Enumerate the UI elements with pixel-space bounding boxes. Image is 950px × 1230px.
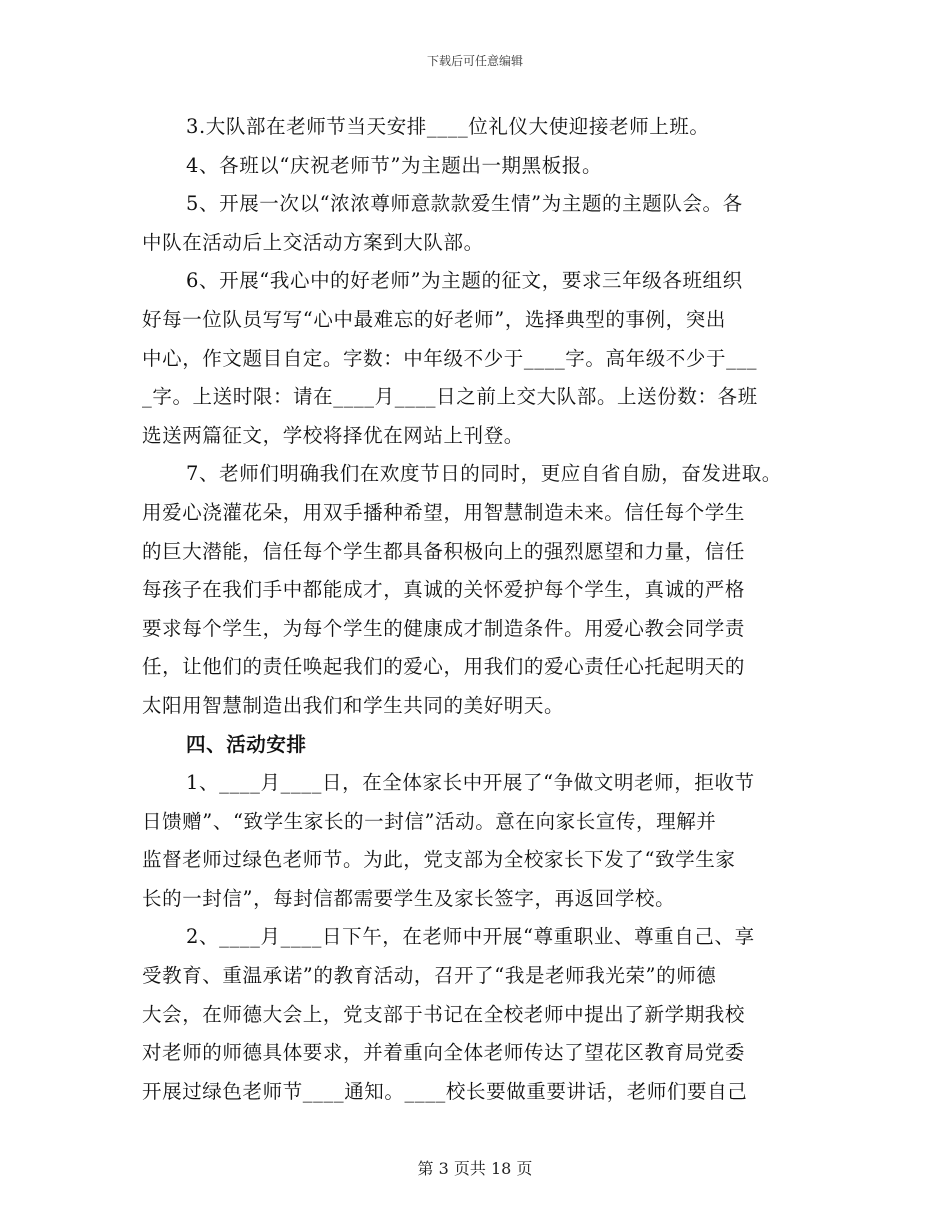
- text-line: 好每一位队员写写“心中最难忘的好老师”，选择典型的事例，突出: [142, 307, 726, 331]
- text-line: 太阳用智慧制造出我们和学生共同的美好明天。: [142, 693, 565, 717]
- text-line: 要求每个学生，为每个学生的健康成才制造条件。用爱心教会同学责: [142, 616, 746, 640]
- text-line: 2、____月____日下午，在老师中开展“尊重职业、尊重自己、享: [186, 925, 755, 949]
- text-line: 监督老师过绿色老师节。为此，党支部为全校家长下发了“致学生家: [142, 848, 736, 872]
- text-line: 选送两篇征文，学校将择优在网站上刊登。: [142, 423, 524, 447]
- text-line: _字。上送时限：请在____月____日之前上交大队部。上送份数：各班: [142, 385, 758, 409]
- text-line: 每孩子在我们手中都能成才，真诚的关怀爱护每个学生，真诚的严格: [142, 578, 746, 602]
- text-line: 开展过绿色老师节____通知。____校长要做重要讲话，老师们要自己: [142, 1079, 748, 1103]
- text-line: 受教育、重温承诺”的教育活动，召开了“我是老师我光荣”的师德: [142, 964, 717, 988]
- section-heading: 四、活动安排: [186, 732, 307, 756]
- text-line: 大会，在师德大会上，党支部于书记在全校老师中提出了新学期我校: [142, 1002, 746, 1026]
- text-line: 中心，作文题目自定。字数：中年级不少于____字。高年级不少于___: [142, 346, 758, 370]
- page-header: 下载后可任意编辑: [426, 54, 523, 68]
- text-line: 任，让他们的责任唤起我们的爱心，用我们的爱心责任心托起明天的: [142, 655, 746, 679]
- text-line: 日馈赠”、“致学生家长的一封信”活动。意在向家长宣传，理解并: [142, 809, 717, 833]
- text-line: 6、开展“我心中的好老师”为主题的征文，要求三年级各班组织: [186, 269, 743, 293]
- text-line: 长的一封信”，每封信都需要学生及家长签字，再返回学校。: [142, 886, 676, 910]
- text-line: 5、开展一次以“浓浓尊师意款款爱生情”为主题的主题队会。各: [186, 192, 743, 216]
- text-line: 4、各班以“庆祝老师节”为主题出一期黑板报。: [186, 153, 603, 177]
- text-line: 对老师的师德具体要求，并着重向全体老师传达了望花区教育局党委: [142, 1041, 746, 1065]
- text-line: 的巨大潜能，信任每个学生都具备积极向上的强烈愿望和力量，信任: [142, 539, 746, 563]
- text-line: 用爱心浇灌花朵，用双手播种希望，用智慧制造未来。信任每个学生: [142, 500, 746, 524]
- page-footer: 第 3 页共 18 页: [417, 1159, 533, 1178]
- document-body: [142, 108, 822, 1111]
- text-line: 3.大队部在老师节当天安排____位礼仪大使迎接老师上班。: [186, 115, 710, 138]
- text-line: 中队在活动后上交活动方案到大队部。: [142, 230, 484, 254]
- text-line: 7、老师们明确我们在欢度节日的同时，更应自省自励，奋发进取。: [186, 462, 782, 486]
- text-line: 1、____月____日，在全体家长中开展了“争做文明老师，拒收节: [186, 771, 755, 795]
